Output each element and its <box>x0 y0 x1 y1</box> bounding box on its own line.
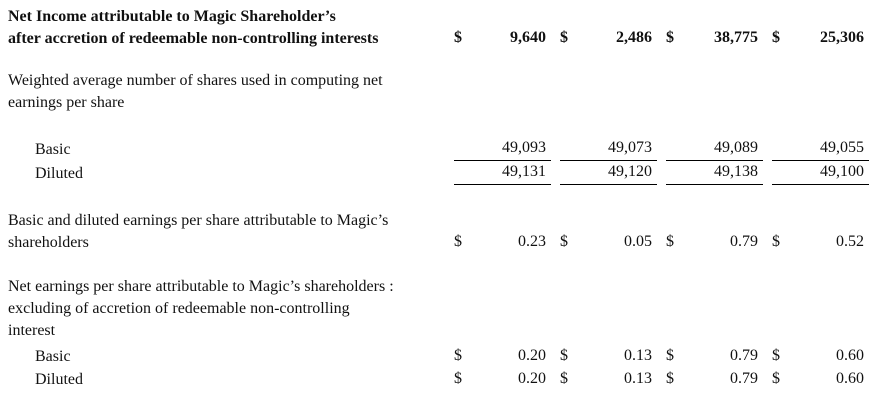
amount-value: 9,640 <box>510 29 546 46</box>
row-label-line1: Diluted <box>35 165 83 182</box>
amount-value: 0.13 <box>624 370 652 387</box>
row-eps-basic <box>8 345 869 368</box>
amount-value: 49,073 <box>608 139 652 156</box>
row-label <box>8 161 445 185</box>
value-cell <box>657 6 763 50</box>
value-cell <box>657 210 763 254</box>
value-cell <box>551 6 657 50</box>
amount-value: 0.52 <box>836 233 864 250</box>
spacer-row <box>8 254 869 276</box>
amount-value: 49,089 <box>714 139 758 156</box>
value-cell <box>445 161 551 185</box>
currency-symbol: $ <box>454 370 462 387</box>
empty-cell <box>445 70 551 114</box>
amount-value: 49,120 <box>608 163 652 180</box>
amount-value: 0.79 <box>730 347 758 364</box>
amount-value: 0.13 <box>624 347 652 364</box>
amount-value: 0.60 <box>836 370 864 387</box>
value-cell <box>445 210 551 254</box>
row-label-line1: Basic and diluted earnings per share attributable to Magic’s <box>8 212 389 229</box>
amount-value: 0.05 <box>624 233 652 250</box>
amount-value: 49,138 <box>714 163 758 180</box>
value-cell <box>551 210 657 254</box>
empty-cell <box>445 276 551 342</box>
amount-value: 0.79 <box>730 370 758 387</box>
amount-value: 0.20 <box>518 347 546 364</box>
amount-value: 0.20 <box>518 370 546 387</box>
currency-symbol: $ <box>560 29 568 46</box>
row-eps-diluted <box>8 368 869 391</box>
value-cell <box>445 6 551 50</box>
row-eps-excluding-header <box>8 276 869 342</box>
row-label-line2: earnings per share <box>8 94 125 111</box>
value-cell <box>551 368 657 391</box>
row-label-line1: Net earnings per share attributable to Magic’s shareholders : <box>8 278 394 295</box>
currency-symbol: $ <box>666 347 674 364</box>
amount-value: 49,100 <box>820 163 864 180</box>
value-cell <box>763 161 869 185</box>
empty-cell <box>763 70 869 114</box>
row-label-line1: Net Income attributable to Magic Shareholder’s <box>8 8 336 25</box>
row-weighted-average <box>8 70 869 114</box>
row-label-line2: after accretion of redeemable non-controlling interests <box>8 30 379 47</box>
amount-value: 25,306 <box>820 29 864 46</box>
amount-value: 49,131 <box>502 163 546 180</box>
amount-value: 49,055 <box>820 139 864 156</box>
currency-symbol: $ <box>772 347 780 364</box>
currency-symbol: $ <box>772 29 780 46</box>
spacer-cell <box>8 185 869 210</box>
row-label <box>8 6 445 50</box>
amount-value: 49,093 <box>502 139 546 156</box>
value-cell <box>445 345 551 368</box>
amount-value: 2,486 <box>616 29 652 46</box>
spacer-row <box>8 185 869 210</box>
empty-cell <box>763 276 869 342</box>
value-cell <box>551 137 657 161</box>
value-cell <box>657 137 763 161</box>
value-cell <box>763 6 869 50</box>
row-label-line2: shareholders <box>8 234 89 251</box>
currency-symbol: $ <box>560 347 568 364</box>
row-label-line1: Basic <box>35 141 71 158</box>
row-label-line3: interest <box>8 322 56 339</box>
row-shares-diluted <box>8 161 869 185</box>
empty-cell <box>657 70 763 114</box>
row-label <box>8 368 445 391</box>
spacer-cell <box>8 50 869 70</box>
row-eps-combined <box>8 210 869 254</box>
value-cell <box>763 368 869 391</box>
eps-table <box>8 6 869 391</box>
value-cell <box>763 137 869 161</box>
currency-symbol: $ <box>666 29 674 46</box>
spacer-cell <box>8 254 869 276</box>
currency-symbol: $ <box>454 29 462 46</box>
value-cell <box>445 137 551 161</box>
amount-value: 38,775 <box>714 29 758 46</box>
empty-cell <box>657 276 763 342</box>
value-cell <box>657 161 763 185</box>
value-cell <box>551 345 657 368</box>
currency-symbol: $ <box>666 370 674 387</box>
row-label <box>8 137 445 161</box>
row-shares-basic <box>8 137 869 161</box>
currency-symbol: $ <box>454 233 462 250</box>
row-label <box>8 276 445 342</box>
row-label-line2: excluding of accretion of redeemable non-controlling <box>8 300 350 317</box>
row-label-line1: Diluted <box>35 371 83 388</box>
currency-symbol: $ <box>666 233 674 250</box>
value-cell <box>657 368 763 391</box>
row-label-line1: Basic <box>35 348 71 365</box>
currency-symbol: $ <box>454 347 462 364</box>
spacer-cell <box>8 114 869 137</box>
amount-value: 0.79 <box>730 233 758 250</box>
spacer-row <box>8 114 869 137</box>
value-cell <box>763 345 869 368</box>
value-cell <box>657 345 763 368</box>
empty-cell <box>551 276 657 342</box>
currency-symbol: $ <box>560 233 568 250</box>
value-cell <box>551 161 657 185</box>
currency-symbol: $ <box>772 233 780 250</box>
row-label <box>8 345 445 368</box>
empty-cell <box>551 70 657 114</box>
amount-value: 0.23 <box>518 233 546 250</box>
row-net-income <box>8 6 869 50</box>
value-cell <box>763 210 869 254</box>
row-label <box>8 210 445 254</box>
value-cell <box>445 368 551 391</box>
currency-symbol: $ <box>772 370 780 387</box>
row-label <box>8 70 445 114</box>
currency-symbol: $ <box>560 370 568 387</box>
amount-value: 0.60 <box>836 347 864 364</box>
row-label-line1: Weighted average number of shares used in computing net <box>8 72 383 89</box>
spacer-row <box>8 50 869 70</box>
